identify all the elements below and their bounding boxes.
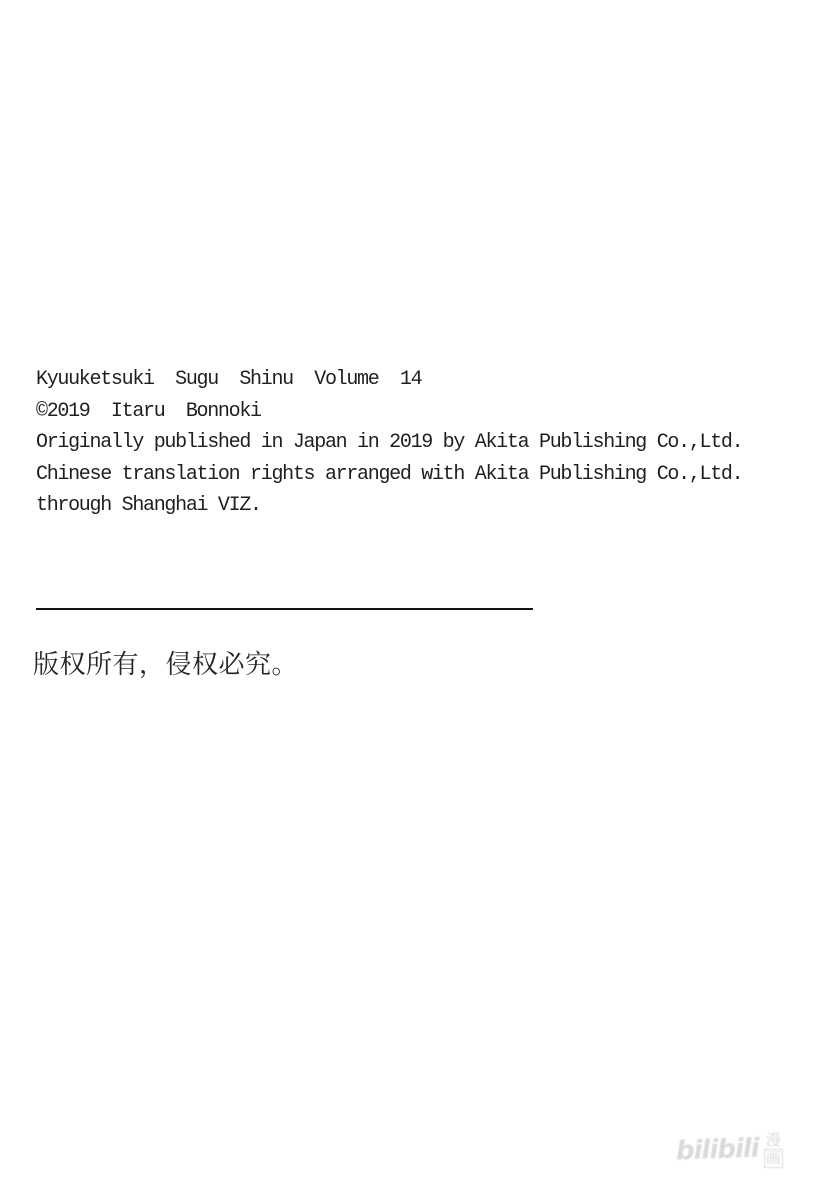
rights-notice: 版权所有，侵权必究。 <box>33 650 299 679</box>
manhua-char-top: 漫 <box>765 1131 781 1149</box>
manhua-logo-icon <box>764 1132 783 1168</box>
bilibili-logo-text: bilibili <box>675 1133 760 1167</box>
manhua-char-bottom: 画 <box>765 1149 781 1167</box>
copyright-block <box>36 364 742 522</box>
copyright-line-author: ©2019 Itaru Bonnoki <box>36 399 261 423</box>
copyright-line-title: Kyuuketsuki Sugu Shinu Volume 14 <box>36 368 422 391</box>
copyright-line-agency: through Shanghai VIZ. <box>36 494 261 517</box>
bilibili-watermark <box>676 1130 798 1178</box>
copyright-line-publisher: Originally published in Japan in 2019 by Akita Publishing Co.,Ltd. <box>36 431 743 454</box>
copyright-line-translation: Chinese translation rights arranged with Akita Publishing Co.,Ltd. <box>36 462 743 486</box>
divider-line <box>36 608 533 610</box>
